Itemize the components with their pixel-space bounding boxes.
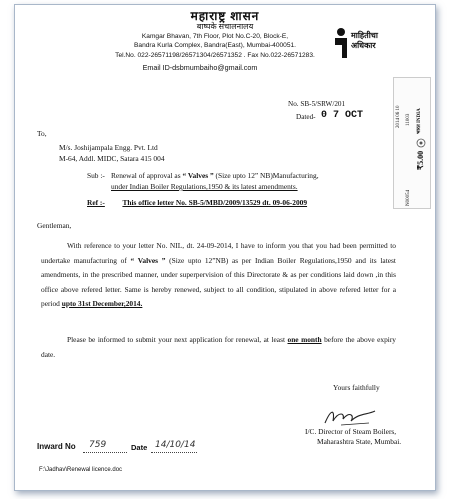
paragraph-2-a: Please be informed to submit your next application for renewal, at least (67, 335, 285, 344)
ref-line (87, 198, 307, 207)
inward-number-line (83, 452, 127, 453)
salutation: Gentleman, (37, 221, 72, 230)
file-path: F:\Jadhav\Renewal licence.doc (39, 467, 123, 473)
paragraph-1 (41, 239, 396, 312)
paragraph-2-one-month: one month (287, 335, 322, 344)
subject-regulations: under Indian Boiler Regulations,1950 & its latest amendments. (111, 182, 298, 191)
stamp-code: 11003 (406, 113, 411, 126)
letterhead-phone-fax: Tel.No. 022-26571198/26571304/26571352 . Fax No.022-26571283. (115, 52, 315, 59)
letterhead-address-line1: Kamgar Bhavan, 7th Floor, Plot No.C-20, Block-E, (141, 33, 289, 40)
inward-number: 759 (89, 440, 107, 450)
paragraph-1-b: (Size upto 12”NB) as per Indian Boiler Regulations,1950 and its latest amendments, in the prescribed manner, under superpervision of this Directorate & as per conditions laid down ,in this office above refered letter. Same is hereby renewed, subject to all condition, stipulated in above refered letter for a period (41, 255, 396, 308)
paragraph-1-valves: “ Valves ” (130, 255, 166, 265)
rti-logo-icon (333, 27, 349, 59)
signature-state: Maharashtra State, Mumbai. (317, 437, 402, 446)
letter-page (14, 4, 436, 491)
rti-label: माहितीचा अधिकार (351, 31, 378, 50)
subject-line1 (111, 171, 319, 180)
stamp-emblem-icon (416, 138, 426, 148)
letterhead-subtitle: बाष्पके संचालनालय (196, 22, 254, 31)
stamp-amount: ₹5.00 (416, 150, 425, 170)
subject-valves: “ Valves ” (182, 171, 214, 180)
recipient-name: M/s. Joshijampala Engg. Pvt. Ltd (59, 143, 158, 152)
paragraph-1-upto: upto 31st December,2014. (61, 299, 143, 308)
paragraph-1-a: With reference to your letter No. NIL, dt. 24-09-2014, I have to inform you that you had been permitted to undertake manufacturing of (41, 241, 396, 265)
recipient-address: M-64, Addl. MIDC, Satara 415 004 (59, 154, 165, 163)
stamp-country: भारत INDIA (417, 108, 422, 134)
inward-date-label: Date (131, 443, 148, 452)
closing: Yours faithfully (333, 383, 380, 392)
inward-date-line (151, 452, 197, 453)
reference-dated-label: Dated- (296, 113, 316, 121)
recipient-to: To, (37, 129, 47, 138)
reference-number: No. SB-5/SRW/201 (288, 100, 346, 108)
subject-line2 (111, 182, 298, 191)
signature-scribble (321, 405, 381, 429)
letterhead-title: महाराष्ट्र शासन (190, 9, 260, 23)
subject-prefix: Renewal of approval as (111, 171, 181, 180)
stamp-date: 2014 06 10 (396, 105, 401, 128)
stamp-serial: N00054 (406, 189, 411, 206)
ref-label: Ref :- (87, 198, 105, 207)
ref-text: This office letter No. SB-5/MBD/2009/13529 dt. 09-06-2009 (122, 198, 308, 207)
paragraph-2 (41, 333, 396, 362)
inward-date: 14/10/14 (155, 440, 196, 450)
paragraph-2-b: before the above expiry date. (41, 335, 396, 359)
subject-mid: (Size upto 12” NB)Manufacturing, (215, 171, 319, 180)
signature-designation: I/C. Director of Steam Boilers, (305, 427, 397, 436)
revenue-stamp (393, 77, 431, 209)
inward-label: Inward No (37, 442, 76, 451)
letterhead-email: Email ID-dsbmumbaiho@gmail.com (142, 63, 258, 72)
subject-label: Sub :- (87, 171, 105, 180)
letterhead-address-line2: Bandra Kurla Complex, Bandra(East), Mumbai-400051. (134, 42, 296, 49)
reference-dated-stamp: 0 7 OCT (321, 110, 364, 121)
